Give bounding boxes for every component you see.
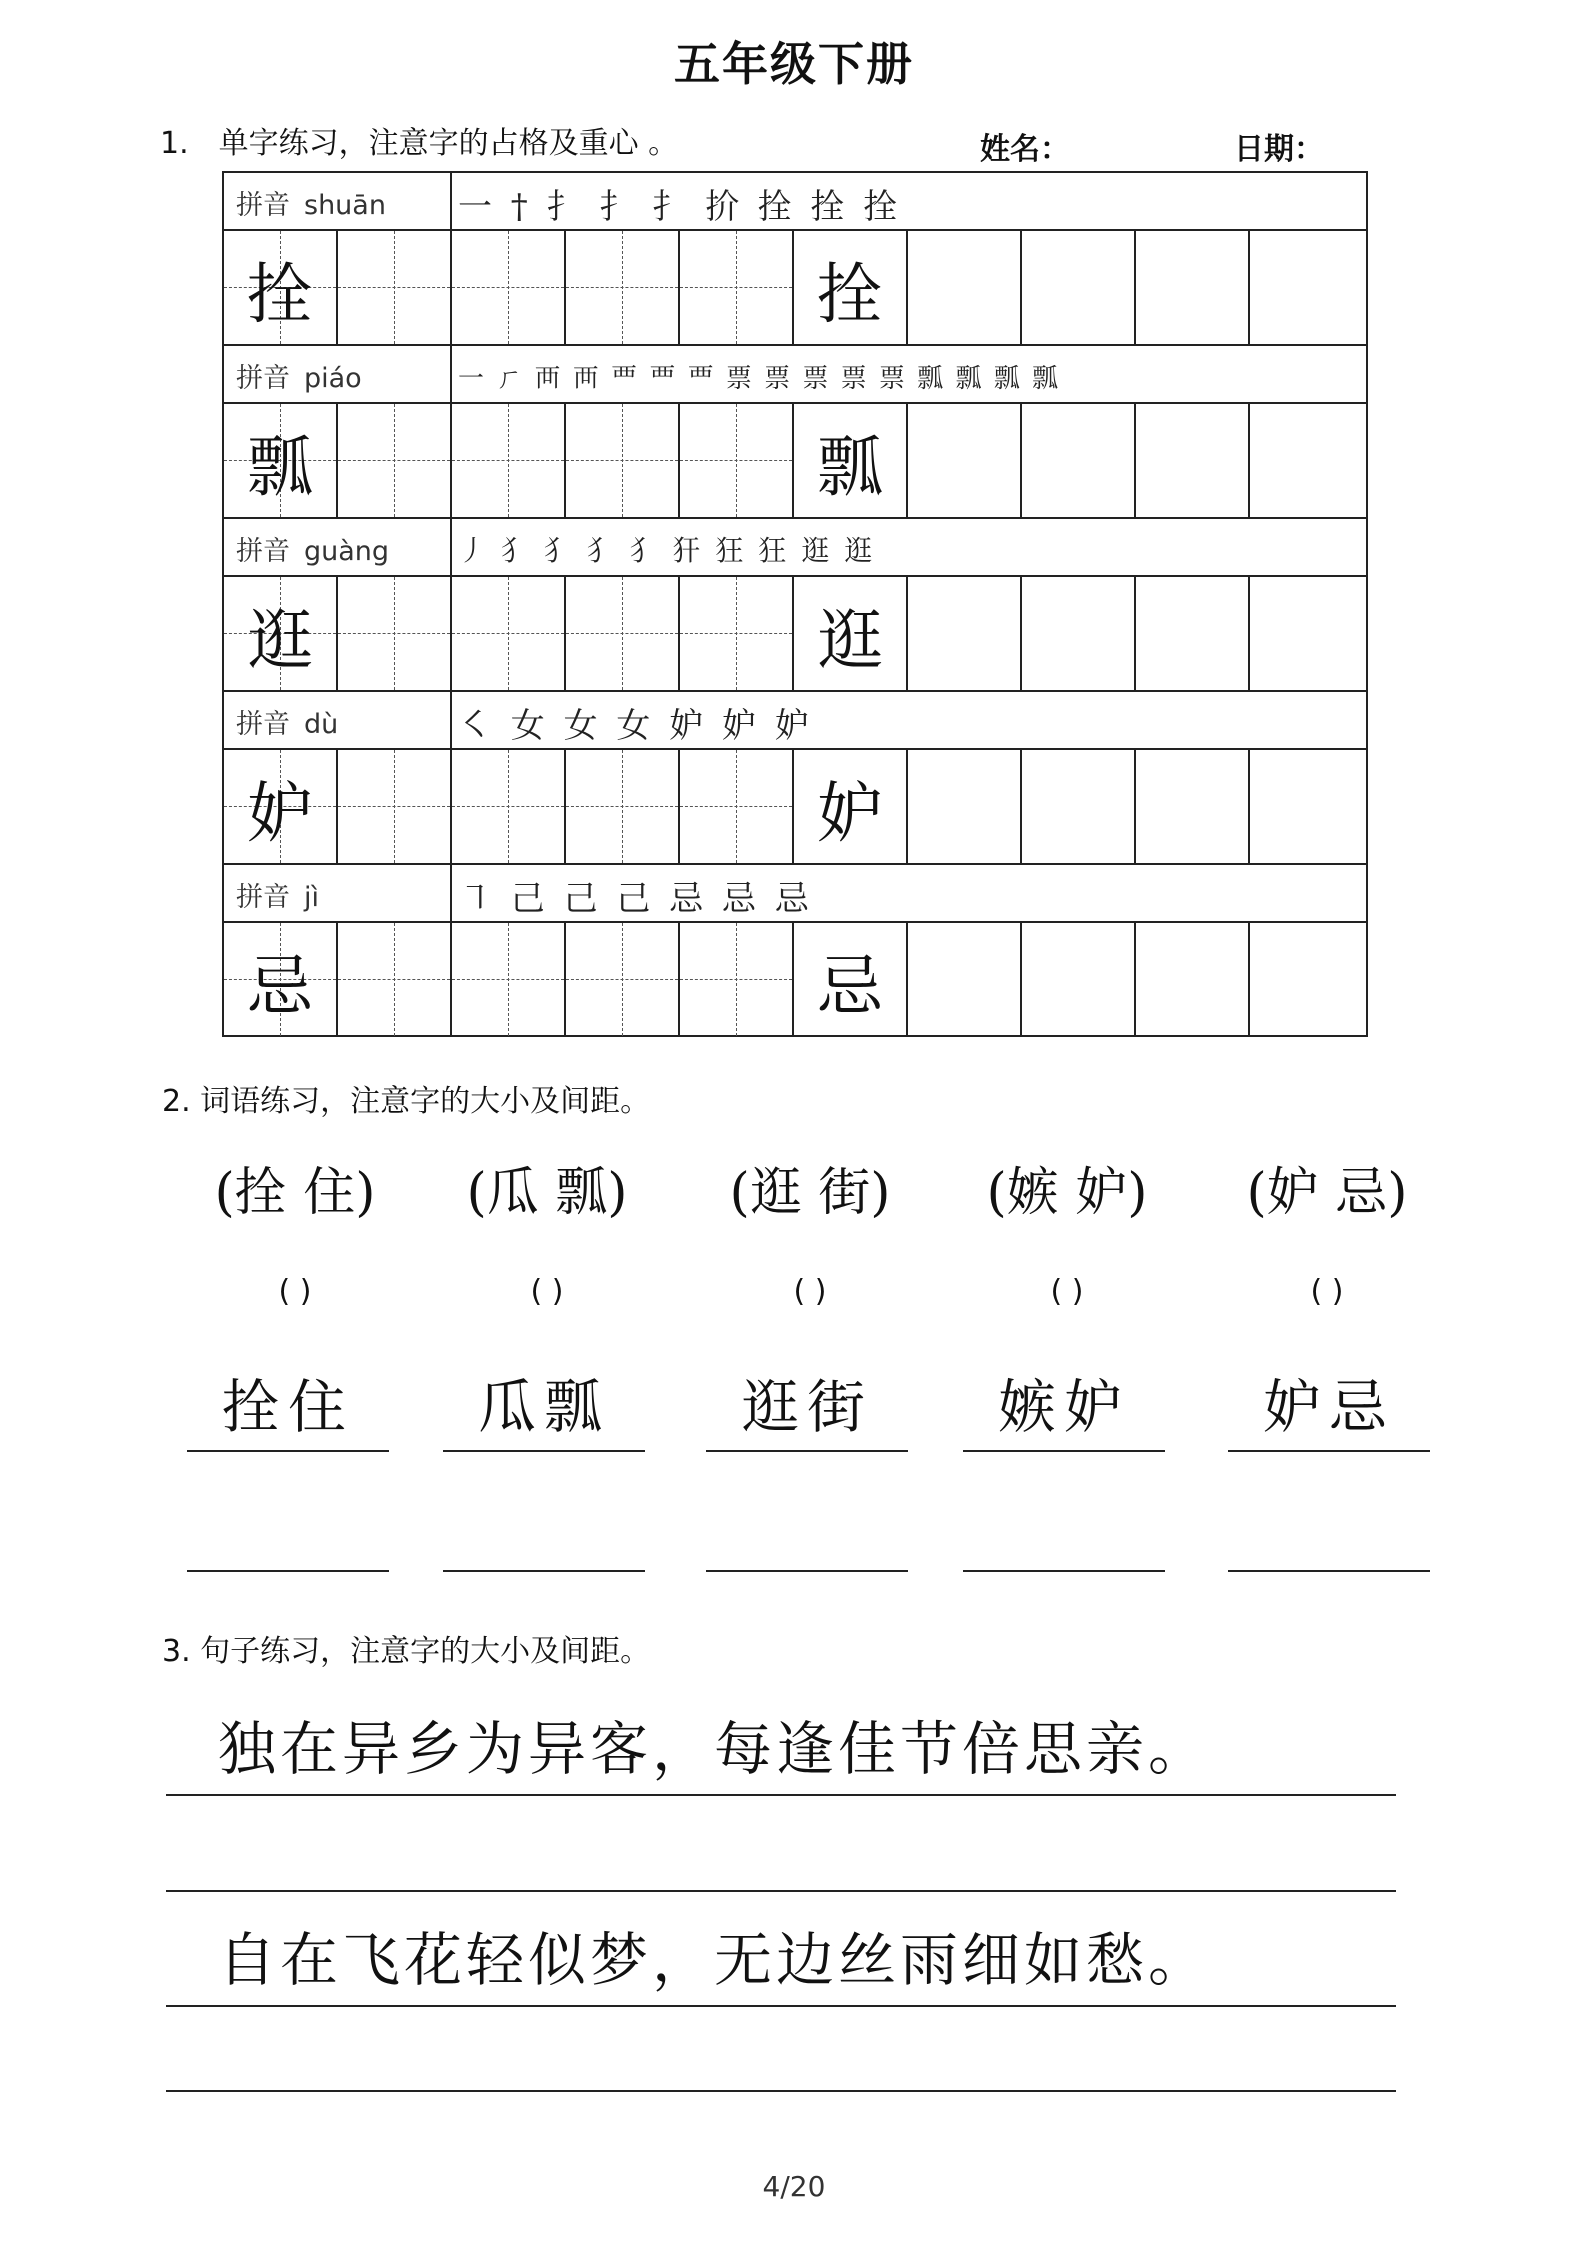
pinyin-header-row [224, 173, 1366, 231]
writing-cell[interactable] [1250, 923, 1364, 1036]
writing-cell[interactable] [1250, 750, 1364, 863]
writing-cell[interactable] [1022, 231, 1136, 344]
writing-cell[interactable] [908, 404, 1022, 517]
pinyin-cell [236, 702, 338, 741]
writing-cell[interactable] [338, 404, 452, 517]
word-writing-line[interactable] [187, 1520, 389, 1572]
pinyin-header-row [224, 865, 1366, 923]
word-copy-line [1228, 1370, 1430, 1452]
writing-cell[interactable] [452, 231, 566, 344]
pinyin-label: 拼音 [236, 709, 290, 740]
word-copy-line [963, 1370, 1165, 1452]
word-copy-line [443, 1370, 645, 1452]
writing-cell[interactable] [1250, 231, 1364, 344]
stroke-order: ㇛ 女 女 女 妒 妒 妒 [458, 706, 813, 746]
copy-character: 忌 [817, 948, 883, 1025]
writing-cell[interactable] [566, 231, 680, 344]
word-display: (嫉 妒) [986, 1163, 1148, 1223]
writing-cell[interactable] [566, 923, 680, 1036]
copy-character: 瓢 [817, 429, 883, 506]
pinyin-header-row [224, 692, 1366, 750]
word-writing-line[interactable] [963, 1520, 1165, 1572]
word-blank[interactable]: ( ) [1050, 1274, 1084, 1309]
word-writing-line[interactable] [706, 1520, 908, 1572]
writing-cell[interactable] [908, 923, 1022, 1036]
writing-cell[interactable] [908, 750, 1022, 863]
section-3-heading: 3. 句子练习，注意字的大小及间距。 [162, 1634, 651, 1669]
copy-cell [794, 404, 908, 517]
section-1-text: 单字练习，注意字的占格及重心 。 [218, 126, 679, 161]
writing-cell[interactable] [1136, 923, 1250, 1036]
writing-cell[interactable] [338, 577, 452, 690]
writing-cell[interactable] [338, 923, 452, 1036]
copy-character: 逛 [817, 602, 883, 679]
pinyin-header-row [224, 519, 1366, 577]
copy-cell [794, 577, 908, 690]
word-writing-line[interactable] [1228, 1520, 1430, 1572]
word-copy-text: 妒忌 [1262, 1373, 1395, 1441]
word-display: (妒 忌) [1246, 1163, 1408, 1223]
pinyin-header-row [224, 346, 1366, 404]
practice-row [224, 577, 1366, 692]
sentence-writing-line[interactable] [166, 2030, 1396, 2092]
pinyin-value: shuān [304, 190, 386, 221]
writing-cell[interactable] [680, 750, 794, 863]
word-copy-line [706, 1370, 908, 1452]
model-character: 逛 [247, 602, 313, 679]
word-copy-text: 嫉妒 [997, 1373, 1130, 1441]
writing-cell[interactable] [452, 577, 566, 690]
writing-cell[interactable] [1022, 923, 1136, 1036]
writing-cell[interactable] [566, 404, 680, 517]
section-1-number: 1. [160, 126, 189, 161]
pinyin-value: dù [304, 709, 339, 740]
writing-cell[interactable] [680, 231, 794, 344]
model-cell [224, 577, 338, 690]
pinyin-label: 拼音 [236, 882, 290, 913]
date-label: 日期： [1234, 132, 1324, 167]
writing-cell[interactable] [338, 231, 452, 344]
sentence-writing-line[interactable] [166, 1820, 1396, 1892]
writing-cell[interactable] [1022, 577, 1136, 690]
stroke-order: ㇕ 己 己 己 忌 忌 忌 [458, 879, 813, 919]
model-cell [224, 923, 338, 1036]
model-character: 妒 [247, 775, 313, 852]
sentence-copy-line [166, 1700, 1396, 1796]
writing-cell[interactable] [566, 750, 680, 863]
model-cell [224, 404, 338, 517]
word-display: (瓜 瓢) [466, 1163, 628, 1223]
word-copy-line [187, 1370, 389, 1452]
pinyin-cell [236, 529, 389, 568]
word-copy-text: 拴住 [221, 1373, 354, 1441]
sentence-copy-line [166, 1915, 1396, 2007]
writing-cell[interactable] [1136, 231, 1250, 344]
practice-row [224, 923, 1366, 1038]
character-practice-grid [222, 171, 1368, 1037]
writing-cell[interactable] [338, 750, 452, 863]
writing-cell[interactable] [908, 231, 1022, 344]
model-cell [224, 231, 338, 344]
word-writing-line[interactable] [443, 1520, 645, 1572]
name-label: 姓名： [980, 132, 1070, 167]
model-character: 忌 [247, 948, 313, 1025]
pinyin-cell [236, 875, 319, 914]
writing-cell[interactable] [908, 577, 1022, 690]
practice-row [224, 404, 1366, 519]
practice-row [224, 750, 1366, 865]
sentence-text: 独在异乡为异客，每逢佳节倍思亲。 [218, 1715, 1211, 1783]
model-cell [224, 750, 338, 863]
writing-cell[interactable] [1022, 404, 1136, 517]
writing-cell[interactable] [1136, 750, 1250, 863]
word-blank[interactable]: ( ) [1310, 1274, 1344, 1309]
copy-cell [794, 231, 908, 344]
writing-cell[interactable] [680, 404, 794, 517]
writing-cell[interactable] [452, 923, 566, 1036]
model-character: 拴 [247, 256, 313, 333]
word-copy-text: 瓜瓢 [477, 1373, 610, 1441]
word-blank[interactable]: ( ) [278, 1274, 312, 1309]
stroke-order: 一 † 扌 扌 扌 扴 拴 拴 拴 [458, 187, 902, 227]
pinyin-label: 拼音 [236, 363, 290, 394]
pinyin-cell [236, 356, 362, 395]
writing-cell[interactable] [1136, 577, 1250, 690]
writing-cell[interactable] [680, 577, 794, 690]
practice-row [224, 231, 1366, 346]
sentence-text: 自在飞花轻似梦，无边丝雨细如愁。 [218, 1926, 1211, 1994]
copy-cell [794, 750, 908, 863]
section-2-heading: 2. 词语练习，注意字的大小及间距。 [162, 1084, 651, 1119]
pinyin-label: 拼音 [236, 190, 290, 221]
writing-cell[interactable] [452, 404, 566, 517]
page-title: 五年级下册 [674, 37, 914, 91]
writing-cell[interactable] [566, 577, 680, 690]
word-blank[interactable]: ( ) [793, 1274, 827, 1309]
writing-cell[interactable] [1250, 577, 1364, 690]
stroke-order: 丿 犭 犭 犭 犭 犴 狂 狂 逛 逛 [458, 534, 876, 567]
section-1-heading [160, 118, 678, 162]
page-number: 4/20 [762, 2170, 826, 2203]
word-blank[interactable]: ( ) [530, 1274, 564, 1309]
writing-cell[interactable] [452, 750, 566, 863]
pinyin-value: guàng [304, 536, 390, 567]
model-character: 瓢 [247, 429, 313, 506]
writing-cell[interactable] [1250, 404, 1364, 517]
copy-cell [794, 923, 908, 1036]
writing-cell[interactable] [1022, 750, 1136, 863]
copy-character: 妒 [817, 775, 883, 852]
writing-cell[interactable] [1136, 404, 1250, 517]
pinyin-value: piáo [304, 363, 362, 394]
pinyin-label: 拼音 [236, 536, 290, 567]
word-copy-text: 逛街 [740, 1373, 873, 1441]
stroke-order: 一 ㄏ 襾 襾 覀 覀 覀 票 票 票 票 票 瓢 瓢 瓢 瓢 [458, 364, 1060, 394]
word-display: (拴 住) [214, 1163, 376, 1223]
copy-character: 拴 [817, 256, 883, 333]
word-display: (逛 街) [729, 1163, 891, 1223]
writing-cell[interactable] [680, 923, 794, 1036]
pinyin-value: jì [304, 882, 320, 913]
pinyin-cell [236, 183, 386, 222]
